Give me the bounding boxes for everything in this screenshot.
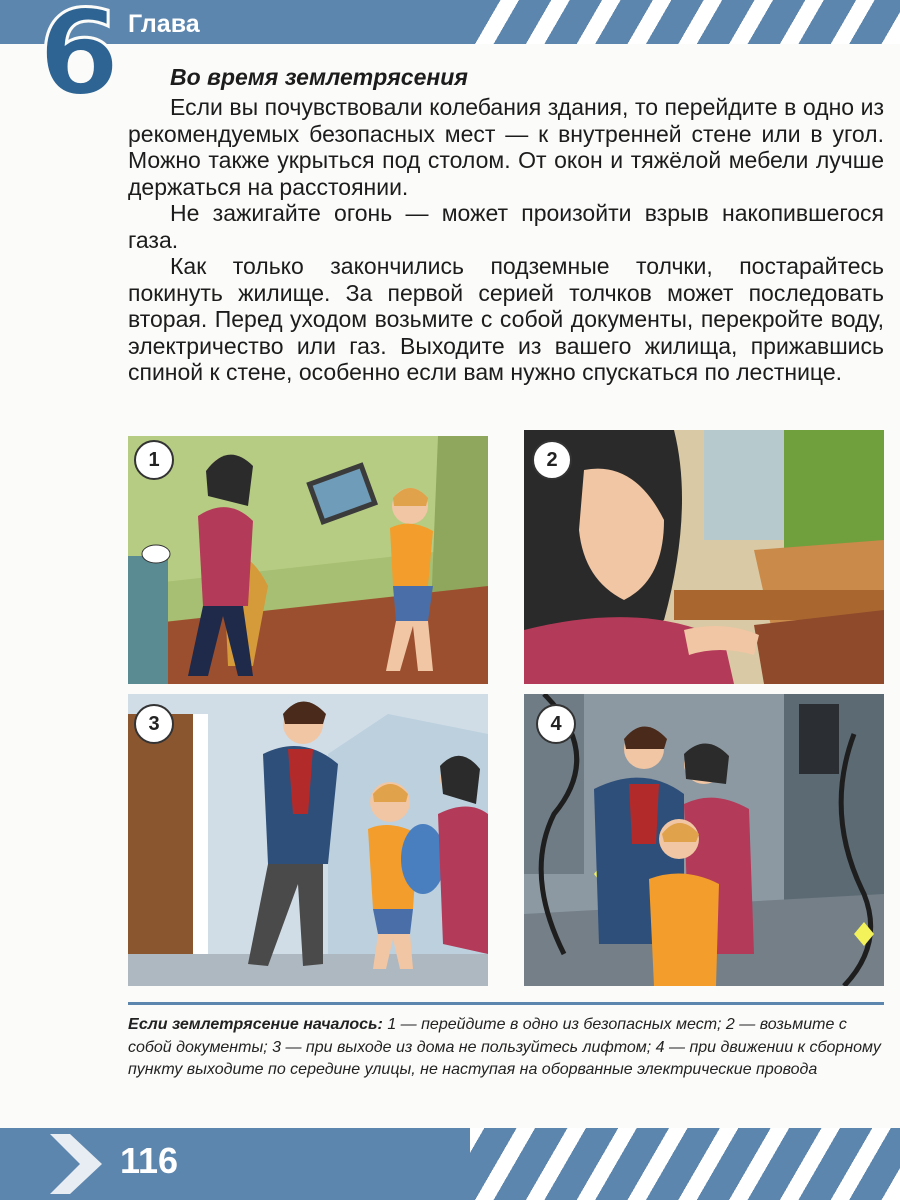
header-stripes xyxy=(470,0,900,44)
section-heading: Во время землетрясения xyxy=(170,64,468,90)
illustration-2 xyxy=(524,430,884,684)
footer-stripes xyxy=(470,1128,900,1200)
illustration-number-badge: 3 xyxy=(134,704,174,744)
caption-lead: Если землетрясение началось: xyxy=(128,1016,383,1033)
footer-band xyxy=(0,1128,900,1200)
figure-caption xyxy=(128,1014,884,1082)
caption-divider xyxy=(128,1002,884,1005)
illustration-1 xyxy=(128,436,488,684)
illustration-number-badge: 2 xyxy=(532,440,572,480)
illustration-number-badge: 4 xyxy=(536,704,576,744)
paragraph: Не зажигайте огонь — может произойти взрыв накопившегося газа. xyxy=(128,200,884,253)
illustration-number-badge: 1 xyxy=(134,440,174,480)
illustration-4 xyxy=(524,694,884,986)
illustration-3 xyxy=(128,694,488,986)
body-text xyxy=(128,94,884,386)
paragraph: Если вы почувствовали колебания здания, то перейдите в одно из рекомендуемых безопасных мест — к внутренней стене или в угол. Можно также укрыться под столом. От окон и тяжёлой мебели лучше держаться на расстоянии. xyxy=(128,94,884,200)
chapter-number: 6 xyxy=(38,0,121,122)
chapter-label: Глава xyxy=(128,10,200,38)
page-number: 116 xyxy=(120,1140,179,1181)
chevron-right-icon xyxy=(50,1128,110,1200)
caption-text: 1 — перейдите в одно из безопасных мест; 2 — возьмите с собой документы; 3 — при выходе из дома не пользуйтесь лифтом; 4 — при движении к сборному пункту выходите по середине улицы, не наступая на оборванные электрические провода xyxy=(128,1016,881,1078)
paragraph: Как только закончились подземные толчки, постарайтесь покинуть жилище. За первой серией толчков может последовать вторая. Перед уходом возьмите с собой документы, перекройте воду, электричество или газ. Выходите из вашего жилища, прижавшись спиной к стене, особенно если вам нужно спускаться по лестнице. xyxy=(128,253,884,385)
